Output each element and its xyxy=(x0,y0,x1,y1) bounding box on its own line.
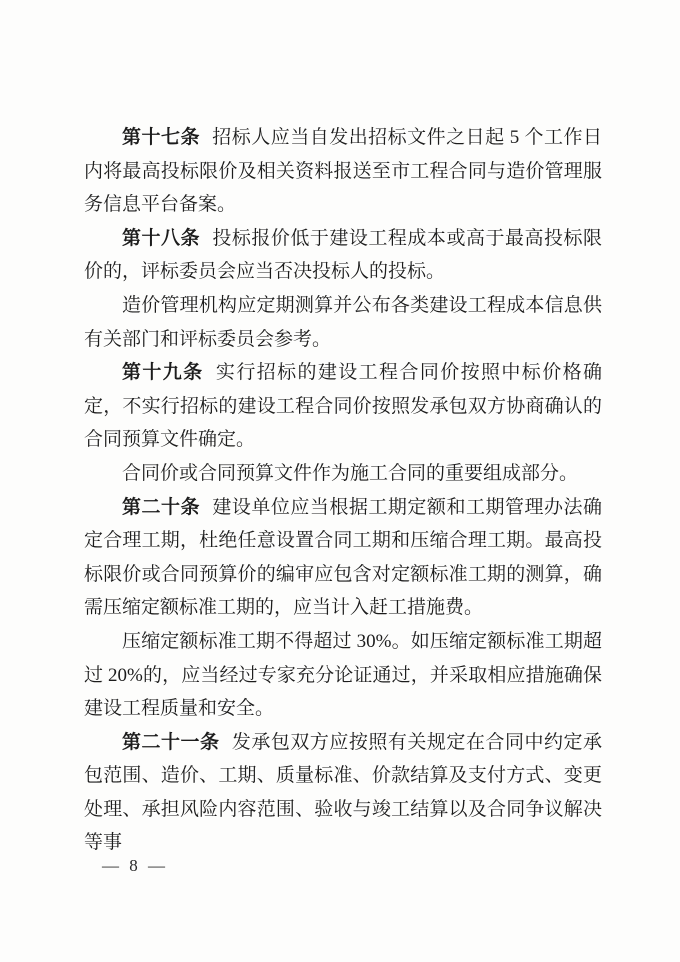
article-number: 第十八条 xyxy=(122,227,201,249)
paragraph-text: 招标人应当自发出招标文件之日起 5 个工作日内将最高投标限价及相关资料报送至市工程合同与造价管理服务信息平台备案。 xyxy=(84,127,602,216)
paragraph-text: 压缩定额标准工期不得超过 30%。如压缩定额标准工期超过 20%的，应当经过专家充分论证通过，并采取相应措施确保建设工程质量和安全。 xyxy=(84,630,602,720)
article-paragraph xyxy=(84,289,602,356)
page-footer xyxy=(102,856,168,876)
article-paragraph xyxy=(84,726,602,860)
paragraph-text: 合同价或合同预算文件作为施工合同的重要组成部分。 xyxy=(122,462,579,484)
paragraph-text: 发承包双方应按照有关规定在合同中约定承包范围、造价、工期、质量标准、价款结算及支付方式、变更处理、承担风险内容范围、验收与竣工结算以及合同争议解决等事 xyxy=(84,731,602,854)
article-paragraph xyxy=(84,121,602,222)
article-paragraph xyxy=(84,457,602,491)
paragraph-text: 投标报价低于建设工程成本或高于最高投标限价的，评标委员会应当否决投标人的投标。 xyxy=(84,227,602,283)
paragraph-text: 造价管理机构应定期测算并公布各类建设工程成本信息供有关部门和评标委员会参考。 xyxy=(84,294,602,350)
page-number: — 8 — xyxy=(102,856,168,875)
article-paragraph xyxy=(84,625,602,726)
document-body xyxy=(84,121,602,860)
paragraph-text: 建设单位应当根据工期定额和工期管理办法确定合理工期，杜绝任意设置合同工期和压缩合理工期。最高投标限价或合同预算价的编审应包含对定额标准工期的测算，确需压缩定额标准工期的，应当计入赶工措施费。 xyxy=(84,496,602,619)
article-paragraph xyxy=(84,222,602,289)
article-number: 第二十条 xyxy=(122,496,201,518)
article-paragraph xyxy=(84,491,602,625)
article-number: 第二十一条 xyxy=(122,731,220,753)
article-number: 第十九条 xyxy=(122,362,204,384)
article-number: 第十七条 xyxy=(122,127,200,148)
paragraph-text: 实行招标的建设工程合同价按照中标价格确定，不实行招标的建设工程合同价按照发承包双方协商确认的合同预算文件确定。 xyxy=(84,362,602,451)
article-paragraph xyxy=(84,356,602,457)
